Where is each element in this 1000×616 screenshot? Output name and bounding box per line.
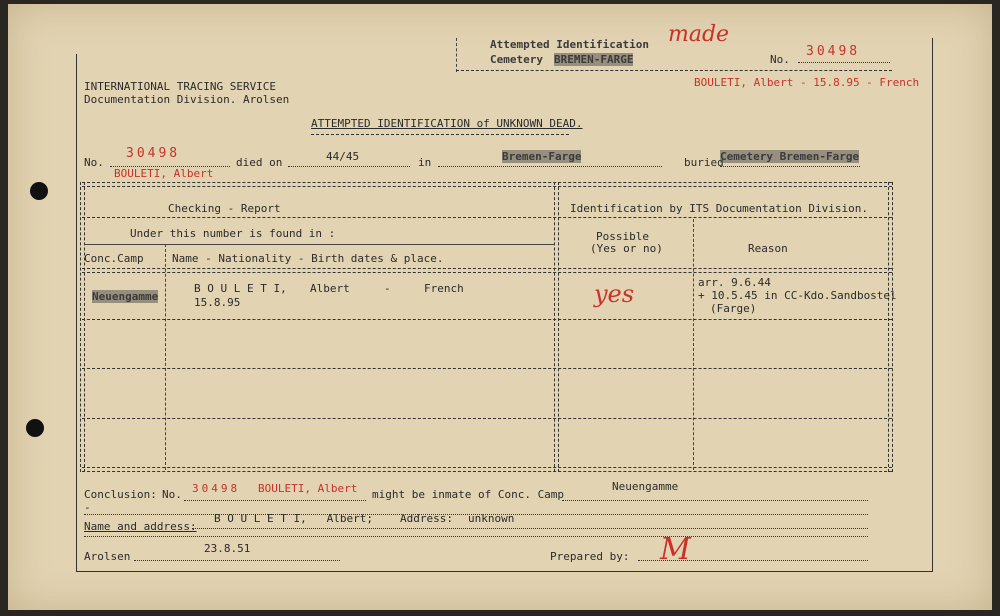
row1-reason-line1: arr. 9.6.44 <box>698 276 771 289</box>
col-camp-header: Conc.Camp <box>84 252 144 265</box>
conclusion-no-dots <box>184 500 366 501</box>
info-no-label: No. <box>84 156 104 169</box>
prepared-by-dots <box>638 560 868 561</box>
stamp-line2-label: Cemetery <box>490 53 543 66</box>
name-address-label: Name and address: <box>84 520 197 533</box>
frame-bottom <box>76 571 932 572</box>
row1-camp: Neuengamme <box>92 290 159 303</box>
table-middle-divider <box>554 182 559 472</box>
row1-reason-line3: (Farge) <box>710 302 757 315</box>
col-possible-header-1: Possible <box>596 230 649 243</box>
index-card <box>8 4 992 610</box>
table-title-divider <box>82 217 892 219</box>
table-right-border <box>888 182 893 472</box>
org-line1: INTERNATIONAL TRACING SERVICE <box>84 80 277 93</box>
conclusion-no-value: 30498 <box>192 482 241 495</box>
row1-birthdate: 15.8.95 <box>194 296 241 309</box>
table-row3-divider <box>82 418 892 420</box>
row1-possible: yes <box>594 280 635 308</box>
row1-name-given: Albert <box>310 282 350 295</box>
col-reason-header: Reason <box>748 242 788 255</box>
frame-right <box>932 38 933 572</box>
footer-place: Arolsen <box>84 550 131 563</box>
table-left-border <box>80 182 85 472</box>
died-value: 44/45 <box>326 150 360 163</box>
address-label: Address: <box>400 512 453 525</box>
conclusion-name: BOULETI, Albert <box>258 482 358 495</box>
address-value: unknown <box>468 512 515 525</box>
table-right-title: Identification by ITS Documentation Division. <box>570 202 869 215</box>
table-header-divider <box>82 268 892 273</box>
in-value: Bremen-Farge <box>502 150 582 163</box>
table-camp-divider <box>165 244 166 470</box>
row1-name-surname: B O U L E T I, <box>194 282 287 295</box>
signature: M <box>660 532 691 567</box>
table-row1-divider <box>82 319 892 321</box>
conclusion-camp: Neuengamme <box>612 480 679 493</box>
col-name-header: Name - Nationality - Birth dates & place. <box>172 252 444 265</box>
name-address-dots <box>192 528 868 529</box>
prepared-by-label: Prepared by: <box>550 550 630 563</box>
stamp-no-value: 30498 <box>806 44 861 59</box>
stamp-no-label: No. <box>770 53 790 66</box>
row1-name-dash: - <box>384 282 391 295</box>
in-dots <box>438 166 662 167</box>
table-bottom-border <box>82 467 892 472</box>
row1-reason-line2: + 10.5.45 in CC-Kdo.Sandbostel <box>698 289 897 302</box>
table-row2-divider <box>82 368 892 370</box>
died-dots <box>288 166 410 167</box>
stamp-no-dots <box>798 62 890 63</box>
frame-left <box>76 54 77 572</box>
person-line: BOULETI, Albert - 15.8.95 - French <box>694 76 920 89</box>
col-possible-header-2: (Yes or no) <box>590 242 663 255</box>
page-title: ATTEMPTED IDENTIFICATION of UNKNOWN DEAD. <box>311 117 583 130</box>
conclusion-tick: - <box>84 501 91 514</box>
handwritten-note: made <box>668 22 730 47</box>
buried-value: Cemetery Bremen-Farge <box>720 150 860 163</box>
title-underline <box>311 134 569 135</box>
table-subheader-divider <box>84 244 554 245</box>
table-left-title: Checking - Report <box>168 202 281 215</box>
stamp-box-bottom <box>456 70 892 72</box>
info-no-value: 30498 <box>126 146 181 161</box>
org-line2: Documentation Division. Arolsen <box>84 93 290 106</box>
row1-nationality: French <box>424 282 464 295</box>
name-address-name: B O U L E T I, Albert; <box>214 512 373 525</box>
table-reason-divider <box>693 219 694 470</box>
info-name: BOULETI, Albert <box>114 167 214 180</box>
stamp-box-left <box>456 38 457 72</box>
conclusion-camp-dots <box>562 500 868 501</box>
footer-date: 23.8.51 <box>204 542 251 555</box>
table-top-border <box>82 182 892 187</box>
stamp-line2-value: BREMEN-FARGE <box>554 53 634 66</box>
in-label: in <box>418 156 432 169</box>
conclusion-label: Conclusion: <box>84 488 157 501</box>
stamp-line1: Attempted Identification <box>490 38 649 51</box>
name-address-bottom-dots <box>84 536 868 537</box>
died-label: died on <box>236 156 283 169</box>
conclusion-text: might be inmate of Conc. Camp <box>372 488 565 501</box>
conclusion-no-label: No. <box>162 488 182 501</box>
punch-hole-top <box>30 182 48 200</box>
buried-label: buried <box>684 156 724 169</box>
footer-date-dots <box>134 560 340 561</box>
punch-hole-bottom <box>26 419 44 437</box>
buried-dots <box>720 166 860 167</box>
table-under-number: Under this number is found in : <box>130 227 336 240</box>
